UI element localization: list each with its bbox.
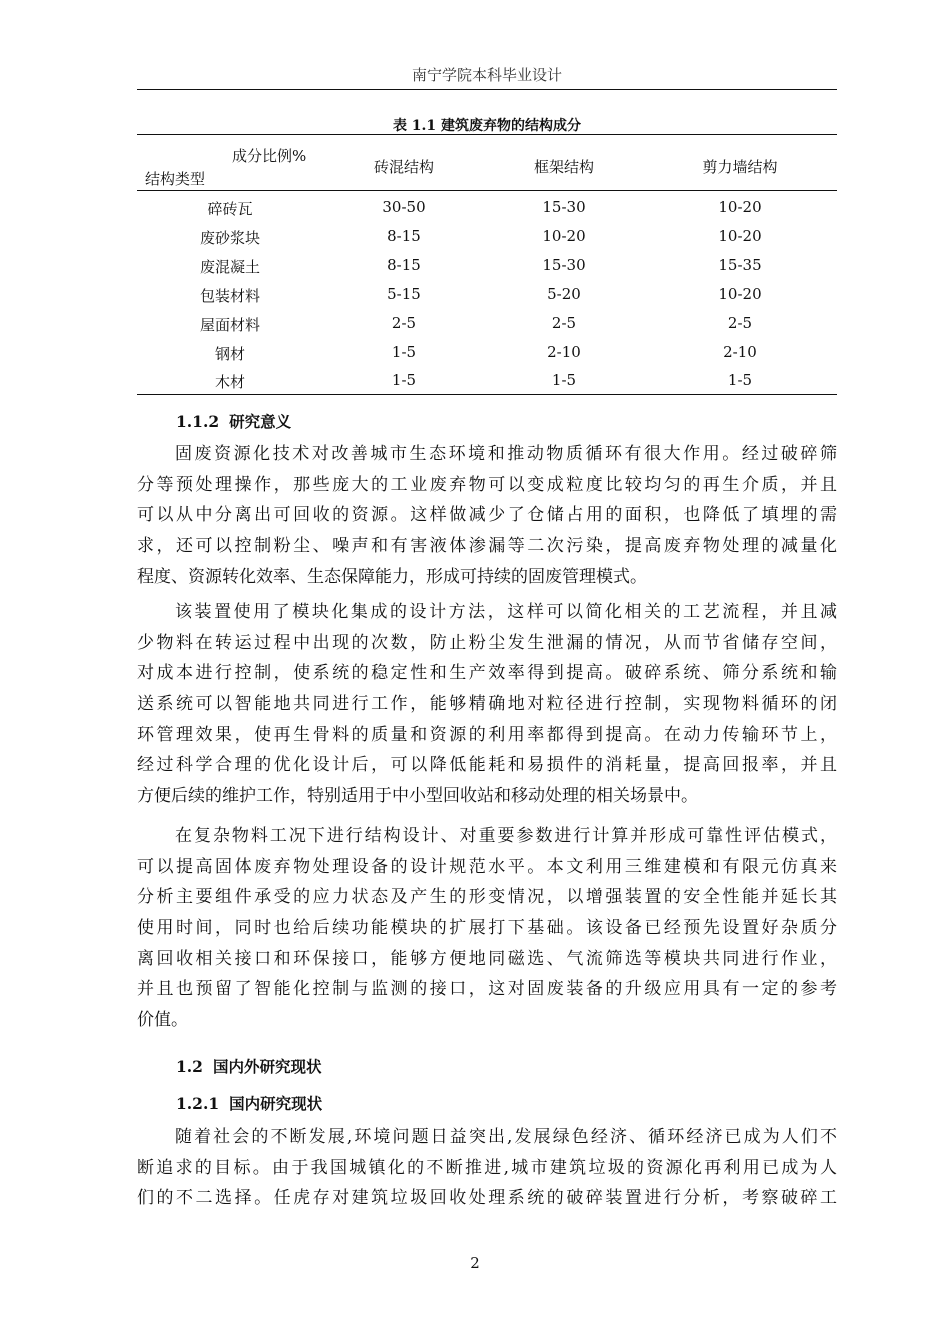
- section-title: 国内外研究现状: [212, 1057, 322, 1076]
- table-column-header: 砖混结构: [373, 158, 434, 176]
- table-cell: 10-20: [542, 226, 586, 245]
- paragraph-line: 随着社会的不断发展,环境问题日益突出,发展绿色经济、循环经济已成为人们不: [175, 1127, 837, 1147]
- table-header-rule: [137, 190, 837, 191]
- table-cell: 5-15: [387, 284, 421, 303]
- paragraph-line: 在复杂物料工况下进行结构设计、对重要参数进行计算并形成可靠性评估模式，: [175, 826, 837, 846]
- table-caption: 表 1.1 建筑废弃物的结构成分: [392, 118, 582, 134]
- table-top-rule: [137, 134, 837, 135]
- paragraph-line: 送系统可以智能地共同进行工作，能够精确地对粒径进行控制，实现物料循环的闭: [137, 694, 837, 715]
- paragraph-significance-2: [137, 597, 837, 812]
- paragraph-line: 该装置使用了模块化集成的设计方法，这样可以简化相关的工艺流程，并且减: [175, 602, 837, 622]
- table-row-label: 木材: [214, 373, 245, 392]
- table-row-label: 废混凝土: [199, 257, 260, 276]
- paragraph-significance-1: [137, 439, 837, 592]
- section-heading-1-2-1: [176, 1092, 322, 1114]
- paragraph-line: 可以从中分离出可回收的资源。这样做减少了仓储占用的面积，也降低了填埋的需: [137, 505, 837, 526]
- paragraph-line: 使用时间，同时也给后续功能模块的扩展打下基础。该设备已经预先设置好杂质分: [137, 918, 837, 939]
- paragraph-line: 固废资源化技术对改善城市生态环境和推动物质循环有很大作用。经过破碎筛: [175, 444, 837, 464]
- table-cell: 30-50: [382, 198, 426, 216]
- paragraph-line: 断追求的目标。由于我国城镇化的不断推进,城市建筑垃圾的资源化再利用已成为人: [137, 1157, 837, 1178]
- section-number: 1.2.1: [176, 1094, 220, 1113]
- paragraph-line: 方便后续的维护工作，特别适用于中小型回收站和移动处理的相关场景中。: [137, 786, 698, 807]
- paragraph-line: 少物料在转运过程中出现的次数，防止粉尘发生泄漏的情况，从而节省储存空间，: [137, 632, 837, 653]
- table-cell: 15-35: [718, 255, 762, 274]
- paragraph-line: 分析主要组件承受的应力状态及产生的形变情况，以增强装置的安全性能并延长其: [137, 887, 837, 908]
- table-cell: 1-5: [391, 342, 417, 361]
- table-cell: 15-30: [542, 255, 586, 274]
- table-row-label: 包装材料: [199, 286, 260, 305]
- paragraph-line: 程度、资源转化效率、生态保障能力，形成可持续的固废管理模式。: [137, 566, 647, 587]
- table-row-label: 碎砖瓦: [207, 200, 253, 218]
- paragraph-line: 离回收相关接口和环保接口，能够方便地同磁选、气流筛选等模块共同进行作业，: [137, 948, 837, 969]
- table-cell: 10-20: [718, 284, 762, 303]
- table-corner-bottom: 结构类型: [145, 170, 206, 188]
- table-cell: 2-10: [723, 342, 757, 361]
- paragraph-domestic-research: [137, 1122, 837, 1214]
- paragraph-line: 环管理效果，使再生骨料的质量和资源的利用率都得到提高。在动力传输环节上，: [137, 724, 837, 745]
- paragraph-line: 并且也预留了智能化控制与监测的接口，这对固废装备的升级应用具有一定的参考: [137, 979, 837, 1000]
- table-cell: 15-30: [542, 198, 586, 216]
- table-column-header: 剪力墙结构: [702, 158, 778, 176]
- table-cell: 10-20: [718, 226, 762, 245]
- table-row-label: 钢材: [214, 344, 245, 363]
- paragraph-line: 可以提高固体废弃物处理设备的设计规范水平。本文利用三维建模和有限元仿真来: [137, 856, 837, 877]
- table-cell: 1-5: [391, 371, 417, 390]
- table-cell: 8-15: [387, 226, 421, 245]
- page-number: 2: [470, 1254, 480, 1272]
- table-row-label: 废砂浆块: [199, 228, 260, 247]
- table-cell: 2-5: [727, 313, 753, 332]
- section-title: 研究意义: [229, 412, 292, 431]
- table-cell: 2-10: [547, 342, 581, 361]
- table-cell: 10-20: [718, 198, 762, 216]
- paragraph-line: 经过科学合理的优化设计后，可以降低能耗和易损件的消耗量，提高回报率，并且: [137, 755, 837, 776]
- table-cell: 8-15: [387, 255, 421, 274]
- table-column-header: 框架结构: [533, 158, 594, 176]
- paragraph-line: 分等预处理操作，那些庞大的工业废弃物可以变成粒度比较均匀的再生介质，并且: [137, 474, 837, 495]
- paragraph-significance-3: [137, 821, 837, 1036]
- section-title: 国内研究现状: [229, 1094, 323, 1113]
- paragraph-line: 们的不二选择。任虎存对建筑垃圾回收处理系统的破碎装置进行分析，考察破碎工: [137, 1188, 837, 1209]
- table-cell: 5-20: [547, 284, 581, 303]
- section-heading-1-1-2: [176, 410, 291, 432]
- page-header: 南宁学院本科毕业设计: [411, 66, 562, 84]
- table-corner-top: 成分比例%: [232, 147, 307, 165]
- section-number: 1.1.2: [176, 412, 220, 431]
- table-cell: 1-5: [727, 371, 753, 390]
- paragraph-line: 求，还可以控制粉尘、噪声和有害液体渗漏等二次污染，提高废弃物处理的减量化: [137, 536, 837, 557]
- table-cell: 2-5: [391, 313, 417, 332]
- section-number: 1.2: [176, 1057, 203, 1076]
- section-heading-1-2: [176, 1055, 321, 1077]
- table-row-label: 屋面材料: [199, 315, 260, 334]
- paragraph-line: 对成本进行控制，使系统的稳定性和生产效率得到提高。破碎系统、筛分系统和输: [137, 663, 837, 684]
- header-rule: [137, 89, 837, 90]
- table-bottom-rule: [137, 394, 837, 395]
- table-cell: 2-5: [551, 313, 577, 332]
- table-cell: 1-5: [551, 371, 577, 390]
- paragraph-line: 价值。: [137, 1010, 188, 1031]
